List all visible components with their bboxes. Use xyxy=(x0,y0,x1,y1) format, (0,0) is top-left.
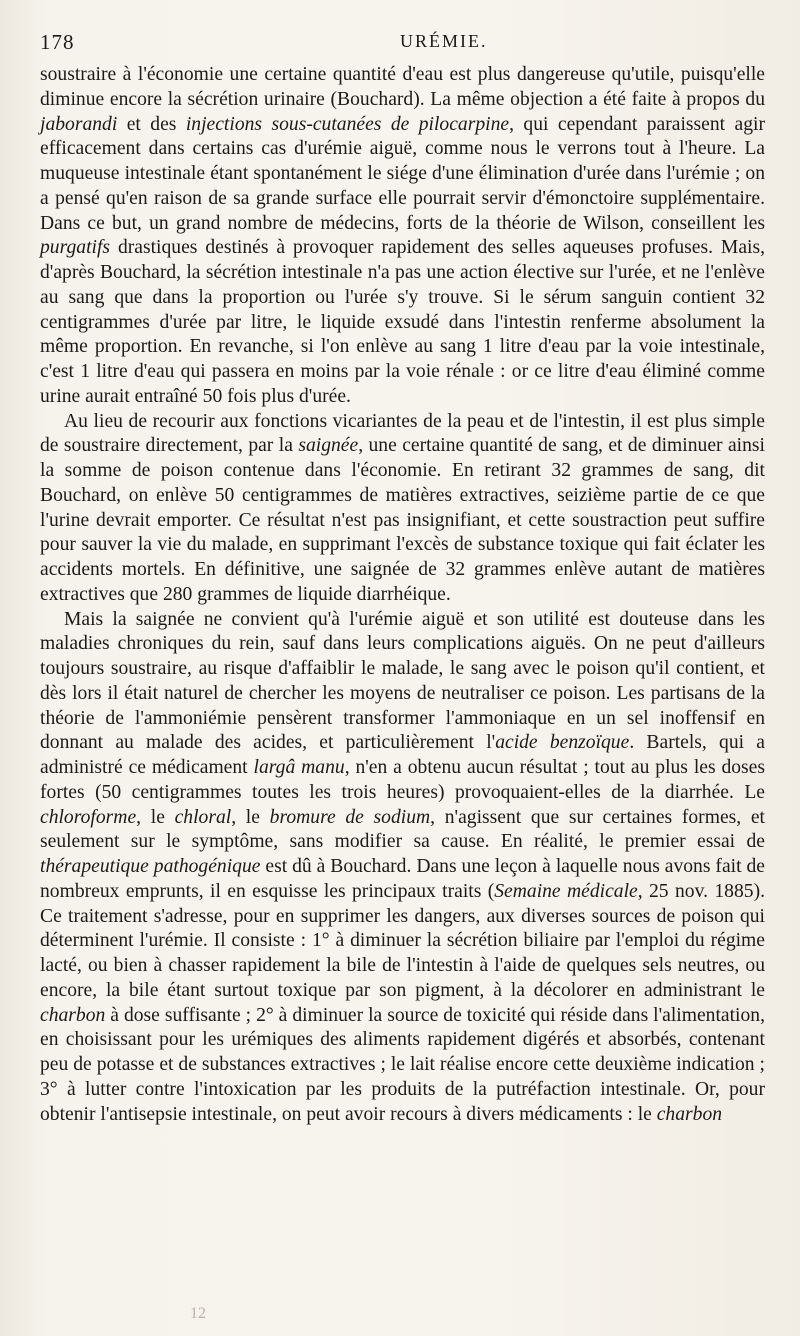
paragraph xyxy=(40,608,765,1128)
text-run: , n'agissent que sur certaines formes, et seulement sur le symptôme, sans modifier sa cause. En réalité, le premier essai de xyxy=(40,806,765,853)
italic-term: jaborandi xyxy=(40,113,118,135)
text-run: soustraire à l'économie une certaine quantité d'eau est plus dangereuse qu'utile, puisqu'elle diminue encore la sécrétion urinaire (Bouchard). La même objection a été faite à propos du xyxy=(40,64,765,110)
italic-term: chloral xyxy=(174,806,232,828)
text-run: et des xyxy=(117,113,186,135)
text-run: Au lieu de recourir aux fonctions vicariantes de la peau et de l'intestin, il est plus simple de soustraire directement, par la xyxy=(40,410,765,457)
italic-term: injections sous-cutanées de pilocarpine xyxy=(185,113,510,135)
text-run: . Bartels, qui a administré ce médicament xyxy=(40,732,766,778)
italic-term: largâ manu xyxy=(253,757,345,778)
text-run: , 25 nov. 1885). Ce traitement s'adresse, pour en supprimer les dangers, aux diverses sources de poison qui déterminent l'urémie. Il consiste : 1° à diminuer la sécrétion biliaire par l'emploi du régime lacté, ou bien à chasser rapidement la bile de l'intestin à l'aide de quelques sels neutres, ou encore, la bile étant surtout toxique par son pigment, à la décolorer en administrant le xyxy=(40,880,765,1001)
running-head: URÉMIE. xyxy=(400,31,488,51)
italic-term: bromure de sodium xyxy=(269,806,431,828)
italic-term: purgatifs xyxy=(40,237,111,259)
footer-mark: 12 xyxy=(190,1305,206,1322)
paragraph xyxy=(40,63,765,410)
body-text xyxy=(40,63,765,1127)
italic-term: charbon xyxy=(656,1103,723,1125)
page-header xyxy=(40,30,770,60)
text-run: , le xyxy=(136,806,175,828)
text-run: drastiques destinés à provoquer rapidement des selles aqueuses profuses. Mais, d'après Bouchard, la sécrétion intestinale n'a pas une action élective sur l'urée, et ne l'enlève au sang que dans la proportion ou l'urée s'y trouve. Si le sérum sanguin contient 32 centigrammes d'urée par litre, le liquide exsudé dans l'intestin renferme absolument la même proportion. En revanche, si l'on enlève au sang 1 litre d'eau par la voie intestinale, c'est 1 litre d'eau qui passera en moins par la voie rénale : or ce litre d'eau éliminé comme urine aurait entraîné 50 fois plus d'urée. xyxy=(40,237,765,407)
page-number: 178 xyxy=(40,30,75,54)
italic-term: chloroforme xyxy=(40,806,137,828)
paragraph xyxy=(40,410,765,608)
italic-term: saignée xyxy=(298,435,359,457)
text-run: , n'en a obtenu aucun résultat ; tout au plus les doses fortes (50 centigrammes toutes les trois heures) provoquaient-elles de la diarrhée. Le xyxy=(40,757,766,803)
text-run: , une certaine quantité de sang, et de diminuer ainsi la somme de poison contenue dans l'économie. En retirant 32 grammes de sang, dit Bouchard, on enlève 50 centigrammes de matières extractives, seizième partie de ce que l'urine devrait emporter. Ce résultat n'est pas insignifiant, et cette soustraction peut suffire pour sauver la vie du malade, en supprimant l'excès de substance toxique qui fait éclater les accidents mortels. En définitive, une saignée de 32 grammes enlève autant de matières extractives que 280 grammes de liquide diarrhéique. xyxy=(40,435,765,605)
text-run: à dose suffisante ; 2° à diminuer la source de toxicité qui réside dans l'alimentation, en choisissant pour les urémiques des aliments rapidement digérés et absorbés, contenant peu de potasse et de substances extractives ; le lait réalise encore cette deuxième indication ; 3° à lutter contre l'intoxication par les produits de la putréfaction intestinale. Or, pour obtenir l'antisepsie intestinale, on peut avoir recours à divers médicaments : le xyxy=(40,1004,765,1125)
text-run: , qui cependant paraissent agir efficacement dans certains cas d'urémie aiguë, comme nous le verrons tout à l'heure. La muqueuse intestinale étant spontanément le siége d'une élimination d'urée dans l'urémie ; on a pensé qu'en raison de sa grande surface elle pourrait servir d'émonctoire supplémentaire. Dans ce but, un grand nombre de médecins, forts de la théorie de Wilson, conseillent les xyxy=(40,113,765,234)
italic-term: acide benzoïque xyxy=(495,732,630,754)
italic-term: thérapeutique pathogénique xyxy=(40,856,261,877)
italic-term: Semaine médicale xyxy=(494,880,638,902)
text-run: est dû à Bouchard. Dans une leçon à laquelle nous avons fait de nombreux emprunts, il en esquisse les principaux traits ( xyxy=(40,856,765,902)
text-run: , le xyxy=(231,806,270,828)
text-run: Mais la saignée ne convient qu'à l'urémie aiguë et son utilité est douteuse dans les maladies chroniques du rein, sauf dans leurs complications aiguës. On ne peut d'ailleurs toujours soustraire, au risque d'affaiblir le malade, le sang avec le poison qu'il contient, et dès lors il était naturel de chercher les moyens de neutraliser ce poison. Les partisans de la théorie de l'ammoniémie pensèrent transformer l'ammoniaque en un sel inoffensif en donnant au malade des acides, et particulièrement l' xyxy=(40,608,765,754)
italic-term: charbon xyxy=(40,1004,106,1026)
